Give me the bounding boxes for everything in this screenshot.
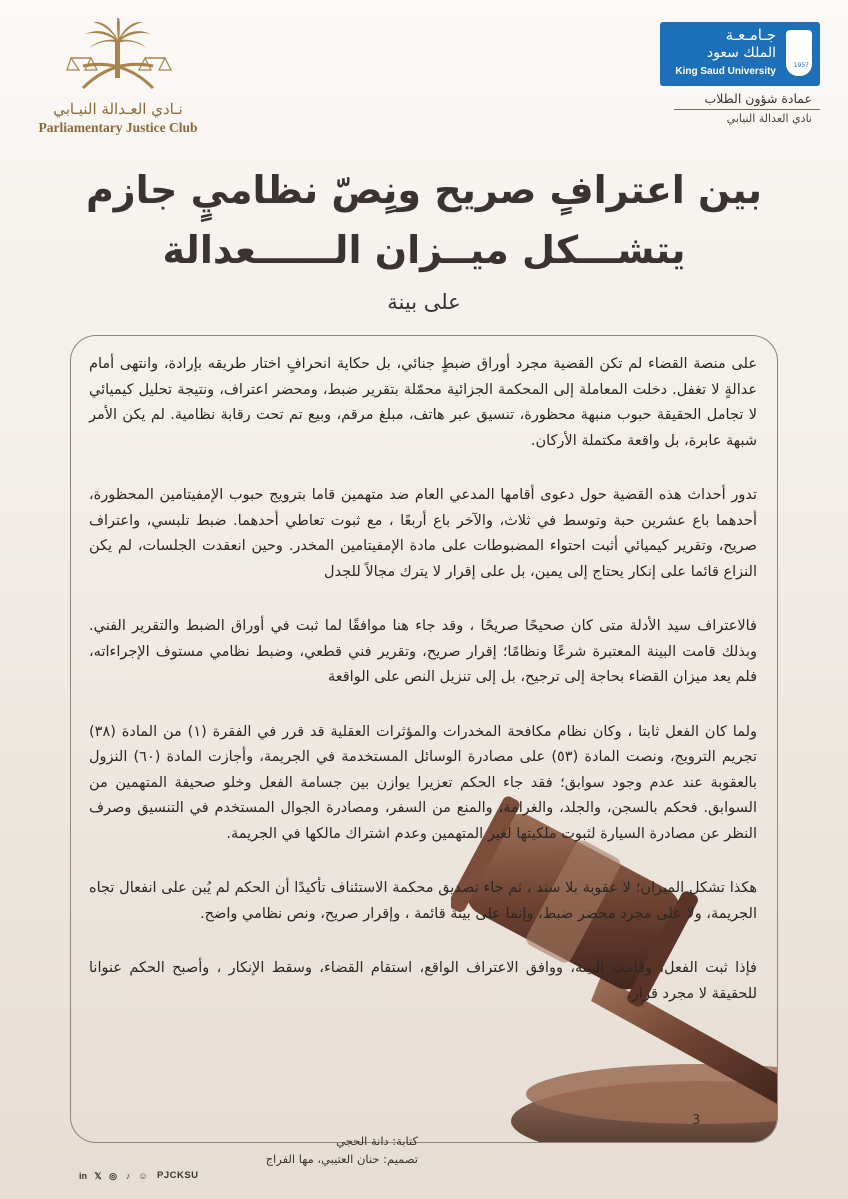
club-name-en: Parliamentary Justice Club — [38, 120, 198, 135]
writer-credit: كتابة: دانة الحجي — [336, 1134, 418, 1148]
designer-credit: تصميم: حنان العتيبي، مها الفراج — [265, 1152, 418, 1166]
ksu-logo — [660, 22, 820, 86]
credits — [266, 1132, 418, 1168]
linkedin-icon[interactable]: in — [79, 1170, 87, 1181]
ksu-name-en: King Saud University — [675, 66, 776, 77]
divider — [674, 109, 820, 110]
article-paragraph-4: ولما كان الفعل ثابتا ، وكان نظام مكافحة المخدرات والمؤثرات العقلية قد قرر في الفقرة (١) من المادة (٣٨) تجريم الترويج، ونصت المادة (٥٣) على مصادرة الوسائل المستخدمة في الجريمة، وأجازت المادة (٦٠) النزول بالعقوبة عند عدم وجود سوابق؛ فقد جاء الحكم تعزيرا يوازن بين جسامة الفعل وخلو صحيفة المتهمين من السوابق. فحكم بالسجن، والجلد، والغرامة، والمنع من السفر، ومصادرة الجوال المستخدم في التنسيق وصرف النظر عن مصادرة السيارة لثبوت ملكيتها لغير المتهمين وعدم اشتراك مالكها في الجريمة. — [89, 723, 758, 842]
ksu-founded: 1957 — [793, 62, 809, 69]
article-body — [89, 352, 757, 1036]
social-links — [78, 1170, 199, 1181]
page-number: 3 — [692, 1113, 701, 1128]
ksu-crest-icon — [786, 30, 812, 76]
club-logo — [28, 18, 208, 136]
tiktok-icon[interactable]: ♪ — [125, 1170, 131, 1181]
ksu-logo-block — [660, 22, 820, 125]
ksu-name-ar-line1: جـامـعـة — [725, 26, 776, 44]
x-icon[interactable]: 𝕏 — [94, 1170, 102, 1181]
article-title-line2: يتشـــكل ميــزان الــــــعدالة — [162, 228, 686, 272]
snapchat-icon[interactable]: ☺ — [138, 1170, 148, 1181]
article-paragraph-1: على منصة القضاء لم تكن القضية مجرد أوراق ضبطٍ جنائي، بل حكاية انحرافٍ اختار طريقه بإرادة، وانتهى أمام عدالةٍ لا تغفل. دخلت المعاملة إلى المحكمة الجزائية محمّلة بتقرير ضبط، ومحضر اعتراف، ونتيجة تحليل كيميائي لا تجامل الحقيقة حبوب منبهة محظورة، تنسيق عبر هاتف، مبلغ مرقم، وبيع تم تحت رقابة نظامية. لم يكن الأمر شبهة عابرة، بل واقعة مكتملة الأركان. — [89, 356, 757, 449]
article-paragraph-5: هكذا تشكل الميزان؛ لا عقوبة بلا سند ، ثم جاء تصديق محكمة الاستئناف تأكيدًا أن الحكم لم يُبن على انفعال تجاه الجريمة، ولا على مجرد محضر ضبط، وإنما على بينة قائمة ، وإقرار صريح، ونص نظامي واضح. — [89, 880, 757, 922]
article-paragraph-3: فالاعتراف سيد الأدلة متى كان صحيحًا صريحًا ، وقد جاء هنا موافقًا لما ثبت في أوراق الضبط والتقرير الفني. وبذلك قامت البينة المعتبرة شرعًا ونظامًا؛ إقرار صريح، وتقرير فني قطعي، وضبط نظامي مستوف الإجراءاته، فلم يعد ميزان القضاء بحاجة إلى ترجيح، بل إلى تنزيل النص على الواقعة — [89, 618, 757, 685]
instagram-icon[interactable]: ◎ — [109, 1170, 117, 1181]
article-title-line1: بين اعترافٍ صريح ونٍصّ نظاميٍ جازم — [85, 168, 763, 212]
deanship-label: عمادة شؤون الطلاب — [704, 91, 812, 106]
club-label-ar: نادي العدالة النيابي — [726, 112, 812, 125]
social-handle[interactable]: PJCKSU — [157, 1170, 199, 1181]
ksu-name-ar-line2: الملك سعود — [706, 45, 776, 61]
article-content-box — [70, 335, 778, 1143]
article-paragraph-6: فإذا ثبت الفعل، وقامت البينة، ووافق الاعتراف الواقع، استقام القضاء، وسقط الإنكار ، وأصبح الحكم عنوانا للحقيقة لا مجرد قرار. — [89, 960, 757, 1002]
article-subtitle: على بينة — [387, 290, 461, 314]
palm-swords-scales-icon — [63, 18, 173, 100]
article-paragraph-2: تدور أحداث هذه القضية حول دعوى أقامها المدعي العام ضد متهمين قاما بترويج حبوب الإمفيتامين المحظورة، أحدهما باع عشرين حبة وتوسط في ثلاث، والآخر باع أربعًا ، مع ثبوت تعاطي أحدهما. ضبط تلبسي، واعتراف صريح، وتقرير كيميائي أثبت احتواء المضبوطات على مادة الإمفيتامين المخدر. وحين انعقدت الجلسات، لم يكن النزاع قائما على إنكار يحتاج إلى يمين، بل على إقرار لا يترك مجالاً للجدل — [89, 487, 757, 580]
club-name-ar: نـادي العـدالة النيـابي — [53, 100, 183, 118]
